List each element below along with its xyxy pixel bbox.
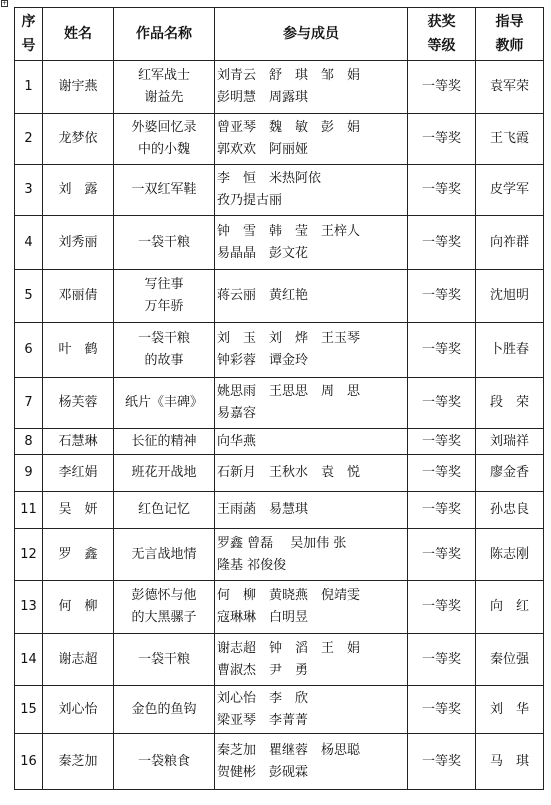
award-level: 一等奖 xyxy=(408,581,476,634)
member-list: 谢志超 钟 滔 王 娟 曹淑杰 尹 勇 xyxy=(215,634,408,686)
member-list: 姚思雨 王思思 周 思 易嘉容 xyxy=(215,378,408,429)
teacher-name: 卜胜春 xyxy=(476,323,544,378)
table-row xyxy=(15,634,544,686)
award-level: 一等奖 xyxy=(408,686,476,734)
author-name: 石慧琳 xyxy=(43,429,114,455)
row-number: 9 xyxy=(15,455,43,492)
work-title: 红色记忆 xyxy=(114,492,215,529)
work-title: 金色的鱼钩 xyxy=(114,686,215,734)
header-no: 序 号 xyxy=(15,8,43,61)
row-number: 15 xyxy=(15,686,43,734)
teacher-name: 向 红 xyxy=(476,581,544,634)
work-title: 一袋干粮 xyxy=(114,216,215,270)
award-level: 一等奖 xyxy=(408,378,476,429)
work-title: 无言战地情 xyxy=(114,529,215,581)
table-row xyxy=(15,323,544,378)
work-title: 一袋干粮 的故事 xyxy=(114,323,215,378)
teacher-name: 沈旭明 xyxy=(476,270,544,323)
row-number: 12 xyxy=(15,529,43,581)
award-level: 一等奖 xyxy=(408,634,476,686)
member-list: 钟 雪 韩 莹 王梓人 易晶晶 彭文花 xyxy=(215,216,408,270)
member-list: 何 柳 黄晓燕 倪靖雯 寇琳琳 白明昱 xyxy=(215,581,408,634)
teacher-name: 秦位强 xyxy=(476,634,544,686)
member-list: 曾亚琴 魏 敏 彭 娟 郭欢欢 阿丽娅 xyxy=(215,114,408,165)
award-level: 一等奖 xyxy=(408,455,476,492)
table-anchor-icon: + xyxy=(2,0,8,7)
table-row xyxy=(15,455,544,492)
author-name: 何 柳 xyxy=(43,581,114,634)
table-row xyxy=(15,270,544,323)
author-name: 龙梦依 xyxy=(43,114,114,165)
teacher-name: 皮学军 xyxy=(476,165,544,216)
member-list: 王雨菡 易慧琪 xyxy=(215,492,408,529)
teacher-name: 王飞霞 xyxy=(476,114,544,165)
row-number: 3 xyxy=(15,165,43,216)
member-list: 刘心怡 李 欣 梁亚琴 李菁菁 xyxy=(215,686,408,734)
row-number: 8 xyxy=(15,429,43,455)
teacher-name: 袁军荣 xyxy=(476,61,544,114)
table-row xyxy=(15,492,544,529)
work-title: 红军战士 谢益先 xyxy=(114,61,215,114)
table-body xyxy=(15,61,544,790)
table-row xyxy=(15,429,544,455)
row-number: 13 xyxy=(15,581,43,634)
table-row xyxy=(15,529,544,581)
table-row xyxy=(15,378,544,429)
work-title: 一双红军鞋 xyxy=(114,165,215,216)
author-name: 罗 鑫 xyxy=(43,529,114,581)
header-teacher: 指导 教师 xyxy=(476,8,544,61)
author-name: 谢志超 xyxy=(43,634,114,686)
member-list: 罗鑫 曾磊 吴加伟 张 隆基 祁俊俊 xyxy=(215,529,408,581)
row-number: 5 xyxy=(15,270,43,323)
award-level: 一等奖 xyxy=(408,270,476,323)
header-members: 参与成员 xyxy=(215,8,408,61)
member-list: 石新月 王秋水 袁 悦 xyxy=(215,455,408,492)
work-title: 外婆回忆录 中的小魏 xyxy=(114,114,215,165)
member-list: 刘青云 舒 琪 邹 娟 彭明慧 周露琪 xyxy=(215,61,408,114)
award-level: 一等奖 xyxy=(408,216,476,270)
member-list: 向华燕 xyxy=(215,429,408,455)
awards-table xyxy=(14,7,544,790)
header-work: 作品名称 xyxy=(114,8,215,61)
table-row xyxy=(15,165,544,216)
teacher-name: 段 荣 xyxy=(476,378,544,429)
header-award: 获奖 等级 xyxy=(408,8,476,61)
work-title: 一袋干粮 xyxy=(114,634,215,686)
table-row xyxy=(15,61,544,114)
table-row xyxy=(15,114,544,165)
work-title: 长征的精神 xyxy=(114,429,215,455)
table-row xyxy=(15,686,544,734)
member-list: 蒋云丽 黄红艳 xyxy=(215,270,408,323)
work-title: 班花开战地 xyxy=(114,455,215,492)
row-number: 1 xyxy=(15,61,43,114)
author-name: 谢宇燕 xyxy=(43,61,114,114)
header-row xyxy=(15,8,544,61)
row-number: 4 xyxy=(15,216,43,270)
award-level: 一等奖 xyxy=(408,429,476,455)
author-name: 邓丽倩 xyxy=(43,270,114,323)
author-name: 刘秀丽 xyxy=(43,216,114,270)
author-name: 刘 露 xyxy=(43,165,114,216)
table-row xyxy=(15,734,544,790)
author-name: 叶 鹤 xyxy=(43,323,114,378)
work-title: 纸片《丰碑》 xyxy=(114,378,215,429)
author-name: 刘心怡 xyxy=(43,686,114,734)
member-list: 刘 玉 刘 烨 王玉琴 钟彩蓉 谭金玲 xyxy=(215,323,408,378)
teacher-name: 陈志刚 xyxy=(476,529,544,581)
teacher-name: 廖金香 xyxy=(476,455,544,492)
table-row xyxy=(15,581,544,634)
author-name: 李红娟 xyxy=(43,455,114,492)
teacher-name: 向祚群 xyxy=(476,216,544,270)
row-number: 7 xyxy=(15,378,43,429)
header-name: 姓名 xyxy=(43,8,114,61)
work-title: 写往事 万年骄 xyxy=(114,270,215,323)
award-level: 一等奖 xyxy=(408,529,476,581)
row-number: 2 xyxy=(15,114,43,165)
teacher-name: 刘瑞祥 xyxy=(476,429,544,455)
teacher-name: 马 琪 xyxy=(476,734,544,790)
author-name: 吴 妍 xyxy=(43,492,114,529)
work-title: 一袋粮食 xyxy=(114,734,215,790)
member-list: 李 恒 米热阿依 孜乃提古丽 xyxy=(215,165,408,216)
award-level: 一等奖 xyxy=(408,323,476,378)
award-level: 一等奖 xyxy=(408,165,476,216)
author-name: 杨芙蓉 xyxy=(43,378,114,429)
row-number: 14 xyxy=(15,634,43,686)
award-level: 一等奖 xyxy=(408,734,476,790)
author-name: 秦芝加 xyxy=(43,734,114,790)
row-number: 6 xyxy=(15,323,43,378)
award-level: 一等奖 xyxy=(408,61,476,114)
row-number: 16 xyxy=(15,734,43,790)
award-level: 一等奖 xyxy=(408,114,476,165)
member-list: 秦芝加 瞿继蓉 杨思聪 贺健彬 彭砚霖 xyxy=(215,734,408,790)
row-number: 11 xyxy=(15,492,43,529)
teacher-name: 孙忠良 xyxy=(476,492,544,529)
table-row xyxy=(15,216,544,270)
teacher-name: 刘 华 xyxy=(476,686,544,734)
award-level: 一等奖 xyxy=(408,492,476,529)
work-title: 彭德怀与他 的大黑骡子 xyxy=(114,581,215,634)
